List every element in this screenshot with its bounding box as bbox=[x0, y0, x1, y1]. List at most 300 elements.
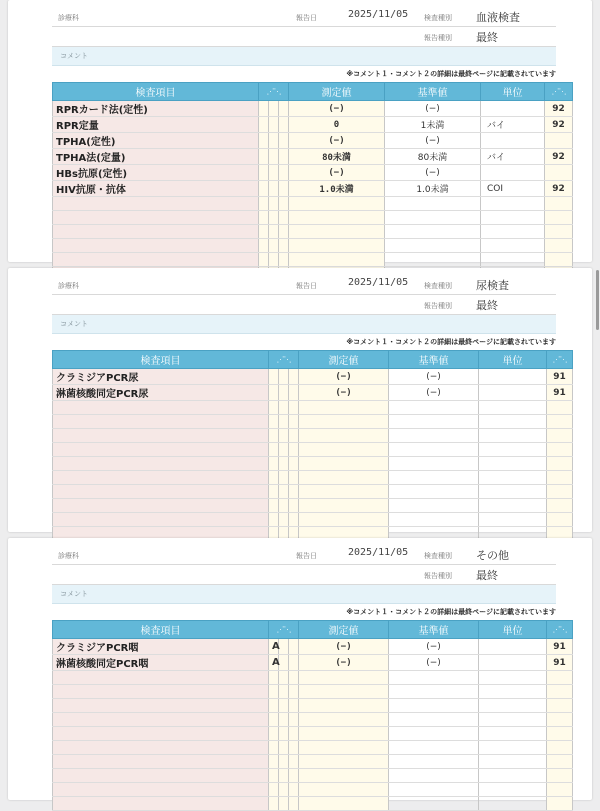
report-header bbox=[52, 538, 556, 582]
code-column-icon: ⋰⋱ bbox=[545, 83, 573, 101]
comment-code bbox=[547, 755, 573, 769]
flag-cell-3 bbox=[289, 471, 299, 485]
test-name bbox=[53, 769, 269, 783]
unit-value bbox=[481, 253, 545, 267]
comment-code: 92 bbox=[545, 101, 573, 117]
flag-cell-3 bbox=[279, 239, 289, 253]
comment-code bbox=[547, 769, 573, 783]
test-name: RPRカード法(定性) bbox=[53, 101, 259, 117]
flag-cell bbox=[269, 415, 279, 429]
reference-value bbox=[389, 401, 479, 415]
comment-code bbox=[547, 499, 573, 513]
flag-cell-2 bbox=[279, 713, 289, 727]
test-name bbox=[53, 755, 269, 769]
result-value: (−) bbox=[289, 165, 385, 181]
result-value bbox=[299, 471, 389, 485]
reference-value: (−) bbox=[389, 385, 479, 401]
code-column-icon: ⋰⋱ bbox=[547, 621, 573, 639]
flag-cell-2 bbox=[269, 253, 279, 267]
flag-cell-3 bbox=[289, 685, 299, 699]
flag-cell-3 bbox=[289, 671, 299, 685]
result-value bbox=[299, 671, 389, 685]
empty-row bbox=[53, 211, 573, 225]
flag-cell-2 bbox=[269, 197, 279, 211]
flag-cell-3 bbox=[279, 149, 289, 165]
result-value: 0 bbox=[289, 117, 385, 133]
reference-value bbox=[389, 755, 479, 769]
flag-cell: A bbox=[269, 639, 279, 655]
unit-value bbox=[479, 429, 547, 443]
reference-value bbox=[385, 239, 481, 253]
unit-value bbox=[479, 369, 547, 385]
result-value bbox=[289, 225, 385, 239]
comment-code bbox=[545, 253, 573, 267]
reference-value bbox=[389, 513, 479, 527]
flag-cell-3 bbox=[279, 197, 289, 211]
empty-row bbox=[53, 443, 573, 457]
flag-cell bbox=[259, 117, 269, 133]
empty-row bbox=[53, 699, 573, 713]
results-header-row bbox=[53, 351, 573, 369]
dept-label: 診療科 bbox=[58, 552, 79, 560]
flag-cell-2 bbox=[279, 513, 289, 527]
test-name bbox=[53, 671, 269, 685]
result-value bbox=[299, 797, 389, 811]
test-type-value: 血液検査 bbox=[476, 11, 520, 24]
test-name bbox=[53, 797, 269, 811]
empty-row bbox=[53, 253, 573, 267]
unit-value bbox=[481, 197, 545, 211]
flag-cell-2 bbox=[279, 671, 289, 685]
flag-cell bbox=[269, 457, 279, 471]
flag-cell-2 bbox=[279, 655, 289, 671]
flag-cell-2 bbox=[279, 755, 289, 769]
flag-cell-3 bbox=[289, 415, 299, 429]
result-value bbox=[289, 253, 385, 267]
test-type-label: 検査種別 bbox=[424, 552, 452, 560]
test-name: TPHA法(定量) bbox=[53, 149, 259, 165]
test-type-label: 検査種別 bbox=[424, 14, 452, 22]
unit-value bbox=[479, 671, 547, 685]
unit-value bbox=[479, 457, 547, 471]
flag-cell-2 bbox=[279, 415, 289, 429]
test-name bbox=[53, 429, 269, 443]
reference-value bbox=[385, 211, 481, 225]
empty-row bbox=[53, 755, 573, 769]
result-value: (−) bbox=[289, 133, 385, 149]
empty-row bbox=[53, 783, 573, 797]
result-value: 80未満 bbox=[289, 149, 385, 165]
unit-value bbox=[479, 727, 547, 741]
report-date-label: 報告日 bbox=[296, 282, 317, 290]
comment-code: 91 bbox=[547, 639, 573, 655]
result-value bbox=[299, 783, 389, 797]
col-header-unit: 単位 bbox=[479, 621, 547, 639]
code-column-icon: ⋰⋱ bbox=[547, 351, 573, 369]
reference-value bbox=[389, 699, 479, 713]
empty-row bbox=[53, 671, 573, 685]
flag-cell bbox=[269, 429, 279, 443]
test-name bbox=[53, 225, 259, 239]
flag-cell bbox=[259, 149, 269, 165]
results-table bbox=[52, 620, 573, 811]
comment-code: 92 bbox=[545, 117, 573, 133]
flag-cell-3 bbox=[289, 755, 299, 769]
report-kind-label: 報告種別 bbox=[424, 572, 452, 580]
reference-value: (−) bbox=[389, 655, 479, 671]
result-value bbox=[289, 239, 385, 253]
result-value: (−) bbox=[289, 101, 385, 117]
flag-cell bbox=[269, 783, 279, 797]
reference-value bbox=[389, 429, 479, 443]
results-table bbox=[52, 82, 573, 281]
dept-label: 診療科 bbox=[58, 282, 79, 290]
test-type-value: その他 bbox=[476, 549, 509, 562]
flag-cell-2 bbox=[279, 457, 289, 471]
result-value bbox=[299, 499, 389, 513]
test-name bbox=[53, 741, 269, 755]
flag-cell bbox=[269, 713, 279, 727]
flag-cell bbox=[269, 369, 279, 385]
empty-row bbox=[53, 197, 573, 211]
flag-cell bbox=[259, 253, 269, 267]
report-header bbox=[52, 0, 556, 44]
comment-code bbox=[545, 239, 573, 253]
flag-cell-3 bbox=[289, 713, 299, 727]
flag-cell bbox=[269, 797, 279, 811]
unit-value bbox=[479, 443, 547, 457]
flag-cell-3 bbox=[289, 655, 299, 671]
flag-cell-2 bbox=[279, 401, 289, 415]
flag-column-icon: ⋰⋱ bbox=[269, 621, 299, 639]
col-header-reference: 基準値 bbox=[385, 83, 481, 101]
flag-cell-2 bbox=[279, 727, 289, 741]
flag-cell-3 bbox=[289, 401, 299, 415]
report-kind-label: 報告種別 bbox=[424, 302, 452, 310]
flag-cell-2 bbox=[279, 369, 289, 385]
result-row bbox=[53, 639, 573, 655]
test-name: TPHA(定性) bbox=[53, 133, 259, 149]
result-value bbox=[299, 401, 389, 415]
result-row bbox=[53, 165, 573, 181]
reference-value bbox=[385, 197, 481, 211]
report-page-blood bbox=[8, 0, 592, 262]
flag-cell bbox=[259, 225, 269, 239]
result-value: (−) bbox=[299, 385, 389, 401]
unit-value bbox=[481, 165, 545, 181]
flag-cell-2 bbox=[269, 225, 279, 239]
flag-cell-2 bbox=[269, 211, 279, 225]
flag-cell-2 bbox=[269, 181, 279, 197]
col-header-name: 検査項目 bbox=[53, 351, 269, 369]
report-kind-value: 最終 bbox=[476, 569, 498, 582]
empty-row bbox=[53, 225, 573, 239]
flag-cell-3 bbox=[279, 225, 289, 239]
flag-cell bbox=[259, 239, 269, 253]
result-value: (−) bbox=[299, 655, 389, 671]
scrollbar-thumb[interactable] bbox=[596, 270, 599, 330]
unit-value bbox=[479, 385, 547, 401]
results-table bbox=[52, 350, 573, 541]
unit-value bbox=[479, 699, 547, 713]
result-value bbox=[299, 513, 389, 527]
flag-cell bbox=[269, 671, 279, 685]
test-name bbox=[53, 485, 269, 499]
reference-value bbox=[389, 713, 479, 727]
flag-cell-2 bbox=[269, 101, 279, 117]
result-row bbox=[53, 369, 573, 385]
flag-cell-2 bbox=[279, 429, 289, 443]
reference-value bbox=[389, 671, 479, 685]
col-header-value: 測定値 bbox=[299, 351, 389, 369]
report-header bbox=[52, 268, 556, 312]
flag-cell bbox=[269, 443, 279, 457]
reference-value bbox=[389, 415, 479, 429]
unit-value bbox=[479, 783, 547, 797]
result-value bbox=[299, 415, 389, 429]
unit-value: バイ bbox=[481, 149, 545, 165]
col-header-value: 測定値 bbox=[299, 621, 389, 639]
flag-cell-2 bbox=[279, 685, 289, 699]
reference-value bbox=[389, 741, 479, 755]
comment-code bbox=[547, 713, 573, 727]
reference-value bbox=[389, 499, 479, 513]
comment-code: 91 bbox=[547, 369, 573, 385]
flag-cell-2 bbox=[279, 769, 289, 783]
empty-row bbox=[53, 457, 573, 471]
flag-cell-2 bbox=[269, 133, 279, 149]
comment-code: 91 bbox=[547, 655, 573, 671]
unit-value bbox=[479, 471, 547, 485]
flag-cell-3 bbox=[289, 443, 299, 457]
flag-cell-2 bbox=[279, 443, 289, 457]
flag-cell-3 bbox=[289, 429, 299, 443]
empty-row bbox=[53, 713, 573, 727]
unit-value: COI bbox=[481, 181, 545, 197]
col-header-reference: 基準値 bbox=[389, 351, 479, 369]
unit-value bbox=[481, 101, 545, 117]
empty-row bbox=[53, 429, 573, 443]
unit-value bbox=[479, 797, 547, 811]
flag-cell-3 bbox=[289, 485, 299, 499]
result-row bbox=[53, 181, 573, 197]
flag-cell bbox=[269, 741, 279, 755]
flag-cell bbox=[269, 513, 279, 527]
flag-cell-2 bbox=[279, 741, 289, 755]
result-value: (−) bbox=[299, 369, 389, 385]
result-value bbox=[299, 755, 389, 769]
flag-cell bbox=[269, 769, 279, 783]
test-type-value: 尿検査 bbox=[476, 279, 509, 292]
unit-value bbox=[479, 499, 547, 513]
unit-value bbox=[481, 211, 545, 225]
comment-code bbox=[547, 513, 573, 527]
empty-row bbox=[53, 727, 573, 741]
reference-value: (−) bbox=[385, 165, 481, 181]
result-value bbox=[289, 197, 385, 211]
result-row bbox=[53, 117, 573, 133]
unit-value bbox=[479, 755, 547, 769]
test-name bbox=[53, 471, 269, 485]
comment-code bbox=[547, 443, 573, 457]
test-name: 淋菌核酸同定PCR尿 bbox=[53, 385, 269, 401]
dept-label: 診療科 bbox=[58, 14, 79, 22]
flag-cell bbox=[269, 499, 279, 513]
col-header-value: 測定値 bbox=[289, 83, 385, 101]
comment-code: 92 bbox=[545, 149, 573, 165]
comment-code bbox=[547, 727, 573, 741]
reference-value: (−) bbox=[389, 639, 479, 655]
test-name bbox=[53, 239, 259, 253]
comment-code bbox=[547, 685, 573, 699]
unit-value: バイ bbox=[481, 117, 545, 133]
flag-cell bbox=[269, 685, 279, 699]
result-row bbox=[53, 655, 573, 671]
comment-code bbox=[547, 485, 573, 499]
comment-code bbox=[547, 429, 573, 443]
flag-cell-3 bbox=[279, 133, 289, 149]
reference-value bbox=[389, 783, 479, 797]
flag-cell bbox=[269, 385, 279, 401]
reference-value bbox=[389, 727, 479, 741]
flag-cell bbox=[269, 727, 279, 741]
test-name: クラミジアPCR尿 bbox=[53, 369, 269, 385]
empty-row bbox=[53, 485, 573, 499]
test-name: HIV抗原・抗体 bbox=[53, 181, 259, 197]
report-kind-value: 最終 bbox=[476, 31, 498, 44]
report-page-other bbox=[8, 538, 592, 800]
comment-note: ※コメント１・コメント２の詳細は最終ページに記載されています bbox=[346, 608, 556, 616]
flag-cell-2 bbox=[269, 165, 279, 181]
unit-value bbox=[479, 713, 547, 727]
result-value bbox=[299, 727, 389, 741]
unit-value bbox=[479, 639, 547, 655]
flag-cell-3 bbox=[289, 499, 299, 513]
comment-code bbox=[547, 401, 573, 415]
unit-value bbox=[479, 769, 547, 783]
unit-value bbox=[479, 655, 547, 671]
flag-cell-2 bbox=[279, 385, 289, 401]
comment-code bbox=[545, 165, 573, 181]
result-value bbox=[299, 457, 389, 471]
reference-value bbox=[389, 769, 479, 783]
reference-value: (−) bbox=[389, 369, 479, 385]
reference-value bbox=[385, 225, 481, 239]
test-name bbox=[53, 197, 259, 211]
result-value bbox=[299, 769, 389, 783]
unit-value bbox=[479, 741, 547, 755]
test-name: HBs抗原(定性) bbox=[53, 165, 259, 181]
flag-cell-2 bbox=[269, 117, 279, 133]
flag-cell-2 bbox=[279, 471, 289, 485]
comment-code bbox=[547, 783, 573, 797]
results-header-row bbox=[53, 621, 573, 639]
unit-value bbox=[479, 513, 547, 527]
empty-row bbox=[53, 741, 573, 755]
unit-value bbox=[479, 401, 547, 415]
result-row bbox=[53, 385, 573, 401]
flag-cell bbox=[259, 165, 269, 181]
report-page-urine bbox=[8, 268, 592, 532]
result-value bbox=[299, 713, 389, 727]
comment-code bbox=[547, 699, 573, 713]
flag-cell-2 bbox=[269, 239, 279, 253]
test-name bbox=[53, 713, 269, 727]
flag-cell-2 bbox=[279, 499, 289, 513]
flag-cell-3 bbox=[289, 797, 299, 811]
test-name bbox=[53, 699, 269, 713]
test-name: RPR定量 bbox=[53, 117, 259, 133]
flag-cell bbox=[269, 471, 279, 485]
comment-bar: コメント bbox=[52, 46, 556, 66]
result-value bbox=[299, 485, 389, 499]
empty-row bbox=[53, 239, 573, 253]
flag-cell-2 bbox=[279, 639, 289, 655]
flag-cell-3 bbox=[289, 513, 299, 527]
test-name bbox=[53, 685, 269, 699]
comment-note: ※コメント１・コメント２の詳細は最終ページに記載されています bbox=[346, 70, 556, 78]
flag-cell bbox=[259, 181, 269, 197]
report-date-value: 2025/11/05 bbox=[348, 277, 409, 288]
flag-cell bbox=[269, 699, 279, 713]
result-value bbox=[299, 741, 389, 755]
empty-row bbox=[53, 685, 573, 699]
unit-value bbox=[479, 485, 547, 499]
flag-cell-3 bbox=[289, 457, 299, 471]
unit-value bbox=[479, 685, 547, 699]
test-name bbox=[53, 415, 269, 429]
unit-value bbox=[481, 239, 545, 253]
unit-value bbox=[481, 133, 545, 149]
flag-cell-3 bbox=[289, 741, 299, 755]
result-value bbox=[289, 211, 385, 225]
results-header-row bbox=[53, 83, 573, 101]
flag-column-icon: ⋰⋱ bbox=[269, 351, 299, 369]
result-row bbox=[53, 133, 573, 149]
comment-code bbox=[547, 471, 573, 485]
flag-cell-2 bbox=[279, 783, 289, 797]
test-name bbox=[53, 443, 269, 457]
comment-bar: コメント bbox=[52, 584, 556, 604]
report-date-label: 報告日 bbox=[296, 552, 317, 560]
flag-cell-3 bbox=[279, 165, 289, 181]
flag-cell-3 bbox=[279, 101, 289, 117]
unit-value bbox=[479, 415, 547, 429]
flag-cell-3 bbox=[289, 783, 299, 797]
reference-value: 1.0未満 bbox=[385, 181, 481, 197]
report-date-value: 2025/11/05 bbox=[348, 547, 409, 558]
comment-code bbox=[547, 415, 573, 429]
test-type-label: 検査種別 bbox=[424, 282, 452, 290]
col-header-name: 検査項目 bbox=[53, 621, 269, 639]
flag-cell-3 bbox=[289, 699, 299, 713]
empty-row bbox=[53, 513, 573, 527]
flag-column-icon: ⋰⋱ bbox=[259, 83, 289, 101]
flag-cell bbox=[259, 211, 269, 225]
reference-value bbox=[385, 253, 481, 267]
test-name: 淋菌核酸同定PCR咽 bbox=[53, 655, 269, 671]
test-name bbox=[53, 783, 269, 797]
comment-code bbox=[545, 197, 573, 211]
reference-value bbox=[389, 457, 479, 471]
comment-code bbox=[545, 211, 573, 225]
result-value bbox=[299, 685, 389, 699]
col-header-unit: 単位 bbox=[481, 83, 545, 101]
reference-value: (−) bbox=[385, 133, 481, 149]
col-header-name: 検査項目 bbox=[53, 83, 259, 101]
test-name bbox=[53, 457, 269, 471]
reference-value: 1未満 bbox=[385, 117, 481, 133]
